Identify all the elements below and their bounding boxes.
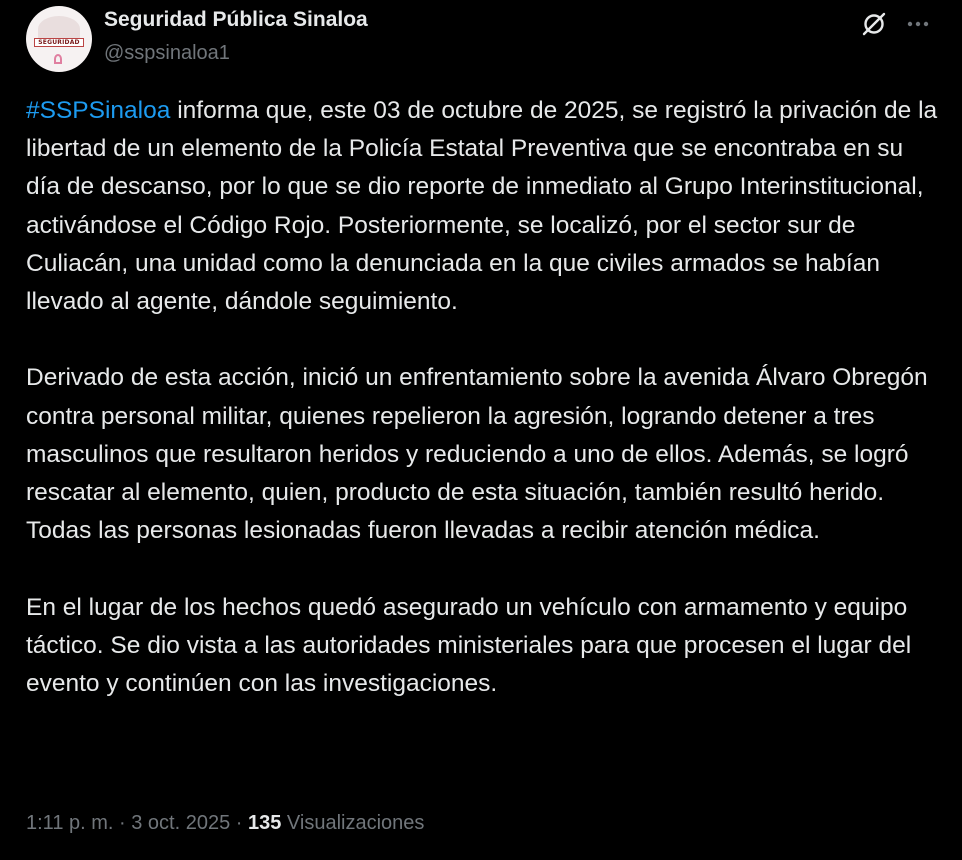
tweet-meta	[26, 812, 424, 835]
avatar[interactable]	[26, 6, 92, 72]
views-count: 135	[247, 812, 282, 834]
pink-ribbon-icon	[54, 54, 62, 64]
tweet-paragraph-2: Derivado de esta acción, inició un enfrentamiento sobre la avenida Álvaro Obregón contra personal militar, quienes repelieron la agresión, logrando detener a tres masculinos que resultaron heridos y reduciendo a uno de ellos. Además, se logró rescatar al elemento, quien, producto de esta situación, también resultó herido. Todas las personas lesionadas fueron llevadas a recibir atención médica.	[26, 364, 928, 545]
tweet-time[interactable]: 1:11 p. m.	[26, 812, 114, 834]
tweet-paragraph-1	[26, 92, 941, 321]
hashtag-link[interactable]: #SSPSinaloa	[26, 97, 171, 124]
more-options-icon[interactable]	[904, 10, 932, 38]
grok-icon[interactable]	[860, 10, 888, 38]
meta-separator: ·	[230, 812, 248, 834]
author-display-name[interactable]: Seguridad Pública Sinaloa	[104, 8, 368, 31]
avatar-logo-text: SEGURIDAD	[38, 39, 80, 46]
tweet-date[interactable]: 3 oct. 2025	[131, 812, 231, 834]
meta-separator: ·	[113, 812, 132, 834]
tweet-paragraph-3: En el lugar de los hechos quedó asegurado un vehículo con armamento y equipo táctico. Se dio vista a las autoridades ministeriales para que procesen el lugar del evento y continúen con las investigaciones.	[26, 593, 912, 698]
tweet-text	[26, 92, 941, 703]
views-label: Visualizaciones	[281, 812, 425, 834]
tweet-paragraph-1-text: informa que, este 03 de octubre de 2025, se registró la privación de la libertad de un elemento de la Policía Estatal Preventiva que se encontraba en su día de descanso, por lo que se dio reporte de inmediato al Grupo Interinstitucional, activándose el Código Rojo. Posteriormente, se localizó, por el sector sur de Culiacán, una unidad como la denunciada en la que civiles armados se habían llevado al agente, dándole seguimiento.	[26, 97, 938, 316]
author-handle[interactable]: @sspsinaloa1	[104, 42, 230, 64]
